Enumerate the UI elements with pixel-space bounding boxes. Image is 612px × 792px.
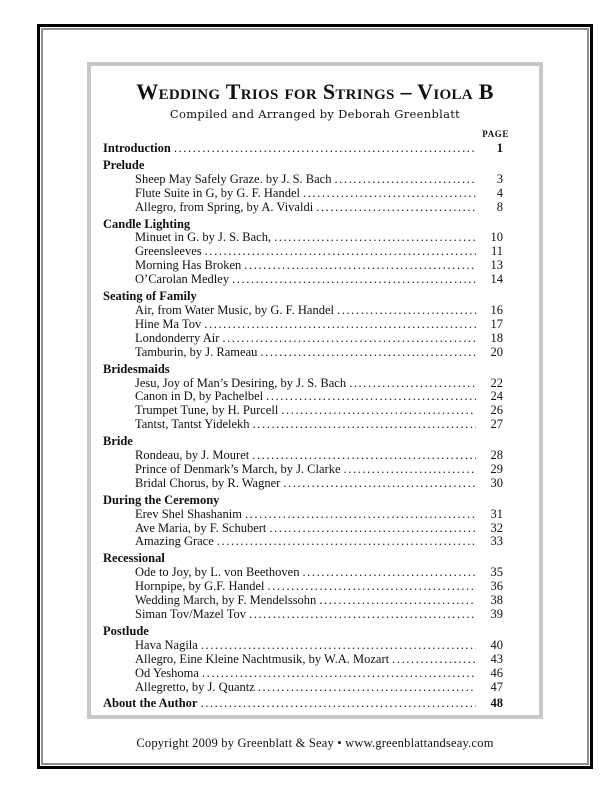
toc-page-number: 22	[490, 375, 503, 390]
toc-page-number: 36	[490, 579, 503, 594]
toc-entry	[103, 231, 503, 245]
toc-section-heading	[103, 142, 503, 156]
toc-leader-dots	[258, 681, 476, 695]
toc-page-number: 47	[490, 679, 503, 694]
toc-entry	[103, 173, 503, 187]
toc-entry	[103, 346, 503, 360]
toc-section-heading	[103, 435, 503, 449]
toc-leader-dots	[204, 318, 476, 332]
toc-leader-dots	[344, 463, 477, 477]
toc-page-number: 28	[490, 448, 503, 463]
toc-page-number: 16	[490, 302, 503, 317]
toc-entry-label: Allegro, Eine Kleine Nachtmusik, by W.A. Mozart	[135, 651, 390, 666]
toc-entry-label: Bride	[103, 434, 133, 449]
toc-page-number: 46	[490, 665, 503, 680]
toc-entry-label: Hine Ma Tov	[135, 316, 202, 331]
toc-page-number: 40	[490, 637, 503, 652]
toc-entry	[103, 566, 503, 580]
toc-leader-dots	[316, 201, 476, 215]
toc-page-number: 30	[490, 475, 503, 490]
toc-page-number: 13	[490, 258, 503, 273]
toc-entry-label: Jesu, Joy of Man’s Desiring, by J. S. Bach	[135, 375, 347, 390]
toc-entry	[103, 404, 503, 418]
toc-entry	[103, 608, 503, 622]
toc-entry	[103, 522, 503, 536]
toc-leader-dots	[222, 332, 476, 346]
toc-entry-label: Air, from Water Music, by G. F. Handel	[135, 302, 334, 317]
toc-entry-label: Erev Shel Shashanim	[135, 506, 242, 521]
toc-entry	[103, 318, 503, 332]
toc-page-number: 32	[490, 520, 503, 535]
toc-entry-label: Rondeau, by J. Mouret	[135, 448, 250, 463]
toc-leader-dots	[303, 187, 476, 201]
toc-entry	[103, 449, 503, 463]
toc-page-number: 18	[490, 330, 503, 345]
toc-leader-dots	[302, 566, 476, 580]
toc-leader-dots	[281, 404, 476, 418]
page-column-label: PAGE	[482, 129, 509, 139]
toc-entry-label: Ave Maria, by F. Schubert	[135, 520, 267, 535]
book-subtitle: Compiled and Arranged by Deborah Greenblatt	[169, 107, 461, 121]
toc-page-number: 38	[490, 593, 503, 608]
toc-entry-label: Trumpet Tune, by H. Purcell	[135, 403, 279, 418]
toc-entry-label: Wedding March, by F. Mendelssohn	[135, 593, 317, 608]
toc-page-number: 43	[490, 651, 503, 666]
toc-section-heading	[103, 552, 503, 566]
toc-leader-dots	[392, 653, 476, 667]
toc-leader-dots	[349, 377, 476, 391]
toc-entry-label: Introduction	[103, 141, 171, 155]
toc-entry-label: Seating of Family	[103, 289, 197, 304]
toc-entry-label: Minuet in G. by J. S. Bach,	[135, 230, 272, 245]
toc-entry-label: Amazing Grace	[135, 534, 214, 549]
toc-page-number: 29	[490, 461, 503, 476]
toc-entry-label: O’Carolan Medley	[135, 272, 230, 287]
toc-leader-dots	[268, 580, 476, 594]
toc-entry-label: Recessional	[103, 551, 165, 566]
toc-page-number: 48	[490, 696, 503, 711]
toc-page-number: 27	[490, 417, 503, 432]
table-of-contents-box	[87, 62, 543, 719]
toc-page-number: 31	[490, 506, 503, 521]
toc-page-number: 4	[496, 185, 503, 200]
toc-entry	[103, 594, 503, 608]
toc-entry-label: Greensleeves	[135, 244, 202, 259]
toc-entry-label: Hava Nagila	[135, 637, 198, 652]
toc-page-number: 14	[490, 272, 503, 287]
toc-leader-dots	[174, 142, 476, 156]
toc-entry-label: Prince of Denmark’s March, by J. Clarke	[135, 461, 341, 476]
toc-entry	[103, 390, 503, 404]
toc-leader-dots	[337, 304, 476, 318]
toc-entry-label: Siman Tov/Mazel Tov	[135, 607, 246, 621]
toc-entry	[103, 304, 503, 318]
toc-entry	[103, 418, 503, 432]
toc-entry	[103, 477, 503, 491]
toc-leader-dots	[249, 608, 476, 622]
toc-leader-dots	[245, 508, 476, 522]
toc-entry-label: Candle Lighting	[103, 216, 191, 231]
toc-entry-label: About the Author	[103, 696, 198, 711]
toc-leader-dots	[200, 697, 476, 711]
toc-page-number: 10	[490, 230, 503, 245]
toc-entry	[103, 187, 503, 201]
toc-section-heading	[103, 290, 503, 304]
toc-entry	[103, 332, 503, 346]
toc-leader-dots	[269, 522, 476, 536]
toc-entry-label: Londonderry Air	[135, 330, 220, 345]
toc-page-number: 26	[490, 403, 503, 418]
toc-list	[91, 142, 539, 711]
footer-copyright: Copyright 2009 by Greenblatt & Seay • www.greenblattandseay.com	[136, 736, 494, 750]
toc-leader-dots	[232, 273, 476, 287]
toc-entry-label: Ode to Joy, by L. von Beethoven	[135, 565, 300, 580]
toc-section-heading	[103, 363, 503, 377]
toc-entry-label: Allegretto, by J. Quantz	[135, 679, 255, 694]
toc-entry	[103, 377, 503, 391]
toc-leader-dots	[274, 231, 476, 245]
toc-entry	[103, 681, 503, 695]
toc-section-heading	[103, 218, 503, 232]
toc-leader-dots	[202, 667, 476, 681]
toc-leader-dots	[205, 245, 476, 259]
toc-entry-label: Bridal Chorus, by R. Wagner	[135, 475, 281, 490]
toc-entry	[103, 639, 503, 653]
toc-entry-label: Od Yeshoma	[135, 665, 199, 680]
toc-page-number: 8	[496, 199, 503, 214]
toc-entry	[103, 508, 503, 522]
toc-entry-label: Flute Suite in G, by G. F. Handel	[135, 185, 300, 200]
toc-leader-dots	[266, 390, 476, 404]
toc-page-number: 20	[490, 344, 503, 359]
toc-leader-dots	[334, 173, 476, 187]
toc-entry	[103, 535, 503, 549]
toc-entry	[103, 201, 503, 215]
toc-entry-label: Prelude	[103, 157, 145, 172]
toc-leader-dots	[253, 418, 476, 432]
toc-section-heading	[103, 159, 503, 173]
toc-entry-label: Hornpipe, by G.F. Handel	[135, 579, 265, 594]
toc-leader-dots	[260, 346, 476, 360]
toc-leader-dots	[283, 477, 476, 491]
toc-leader-dots	[244, 259, 476, 273]
toc-entry	[103, 259, 503, 273]
toc-page-number: 24	[490, 389, 503, 404]
toc-page-number: 33	[490, 534, 503, 549]
toc-entry-label: Postlude	[103, 623, 149, 638]
toc-entry	[103, 653, 503, 667]
toc-leader-dots	[252, 449, 476, 463]
toc-entry-label: Tamburin, by J. Rameau	[135, 344, 258, 359]
toc-page-number: 17	[490, 316, 503, 331]
book-title: Wedding Trios for Strings – Viola B	[136, 79, 494, 104]
toc-entry-label: Sheep May Safely Graze. by J. S. Bach	[135, 171, 332, 186]
toc-page-number: 1	[496, 141, 503, 155]
toc-leader-dots	[217, 535, 476, 549]
toc-entry	[103, 273, 503, 287]
toc-entry-label: Tantst, Tantst Yidelekh	[135, 417, 250, 432]
toc-entry	[103, 580, 503, 594]
toc-leader-dots	[319, 594, 476, 608]
toc-entry-label: Canon in D, by Pachelbel	[135, 389, 264, 404]
toc-section-heading	[103, 494, 503, 508]
toc-page-number: 35	[490, 565, 503, 580]
toc-entry	[103, 667, 503, 681]
toc-entry	[103, 463, 503, 477]
toc-page-number: 39	[490, 607, 503, 621]
toc-page-number: 3	[496, 171, 503, 186]
toc-entry-label: Morning Has Broken	[135, 258, 242, 273]
toc-entry-label: Allegro, from Spring, by A. Vivaldi	[135, 199, 314, 214]
toc-entry-label: During the Ceremony	[103, 492, 220, 507]
toc-entry	[103, 245, 503, 259]
toc-page-number: 11	[490, 244, 503, 259]
toc-section-heading	[103, 697, 503, 711]
toc-entry-label: Bridesmaids	[103, 361, 170, 376]
toc-leader-dots	[201, 639, 476, 653]
toc-section-heading	[103, 625, 503, 639]
